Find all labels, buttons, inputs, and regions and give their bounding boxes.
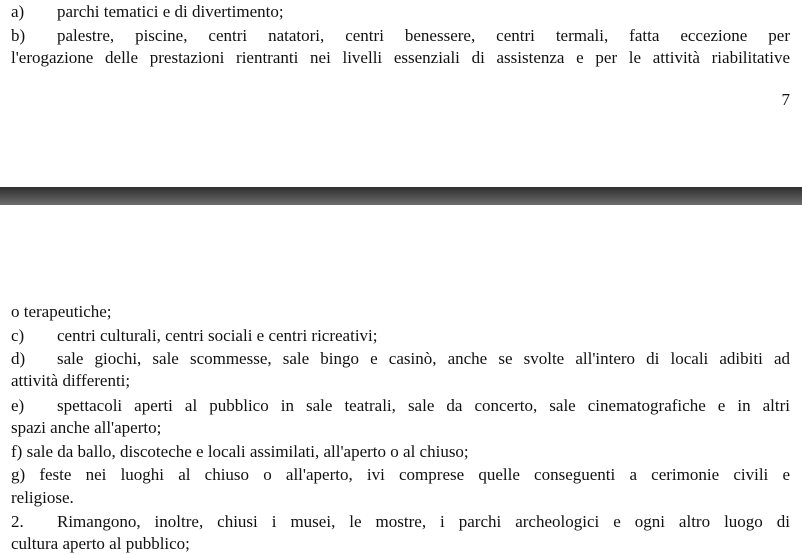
- paragraph-text: Rimangono, inoltre, chiusi i musei, le mostre, i parchi archeologici e ogni altro luogo di: [57, 512, 790, 531]
- list-marker: 2.: [11, 512, 24, 531]
- list-item-text: palestre, piscine, centri natatori, centri benessere, centri termali, fatta eccezione per: [57, 26, 790, 45]
- list-item-b-continuation: l'erogazione delle prestazioni rientranti nei livelli essenziali di assistenza e per le attività riabilitative: [11, 48, 790, 67]
- text-line: o terapeutiche;: [11, 302, 112, 321]
- list-item-text: centri culturali, centri sociali e centri ricreativi;: [57, 326, 378, 345]
- list-marker: e): [11, 396, 25, 415]
- list-marker: c): [11, 326, 25, 345]
- list-marker: d): [11, 349, 26, 368]
- list-item-text: sale giochi, sale scommesse, sale bingo e casinò, anche se svolte all'intero di locali adibiti ad: [57, 349, 790, 368]
- document-page-bottom: [0, 205, 802, 555]
- list-item-e-continuation: spazi anche all'aperto;: [11, 418, 162, 437]
- list-item-f: f) sale da ballo, discoteche e locali assimilati, all'aperto o al chiuso;: [11, 442, 469, 461]
- numbered-paragraph-2-continuation: cultura aperto al pubblico;: [11, 534, 190, 553]
- numbered-paragraph-2: [11, 511, 790, 533]
- document-page-top: [0, 0, 802, 187]
- list-item-d-continuation: attività differenti;: [11, 371, 131, 390]
- list-item-text: parchi tematici e di divertimento;: [57, 2, 284, 21]
- list-marker: b): [11, 26, 26, 45]
- list-item-c: [11, 325, 790, 347]
- list-item-a: [11, 1, 790, 23]
- page-separator: [0, 187, 802, 205]
- list-item-g-continuation: religiose.: [11, 488, 74, 507]
- list-marker: a): [11, 2, 25, 21]
- list-item-b: [11, 25, 790, 47]
- list-item-d: [11, 348, 790, 370]
- list-item-e: [11, 395, 790, 417]
- list-item-g: g) feste nei luoghi al chiuso o all'aperto, ivi comprese quelle conseguenti a cerimonie civili e: [11, 465, 790, 484]
- list-item-text: spettacoli aperti al pubblico in sale teatrali, sale da concerto, sale cinematografiche e in altri: [57, 396, 790, 415]
- page-number: 7: [781, 90, 790, 109]
